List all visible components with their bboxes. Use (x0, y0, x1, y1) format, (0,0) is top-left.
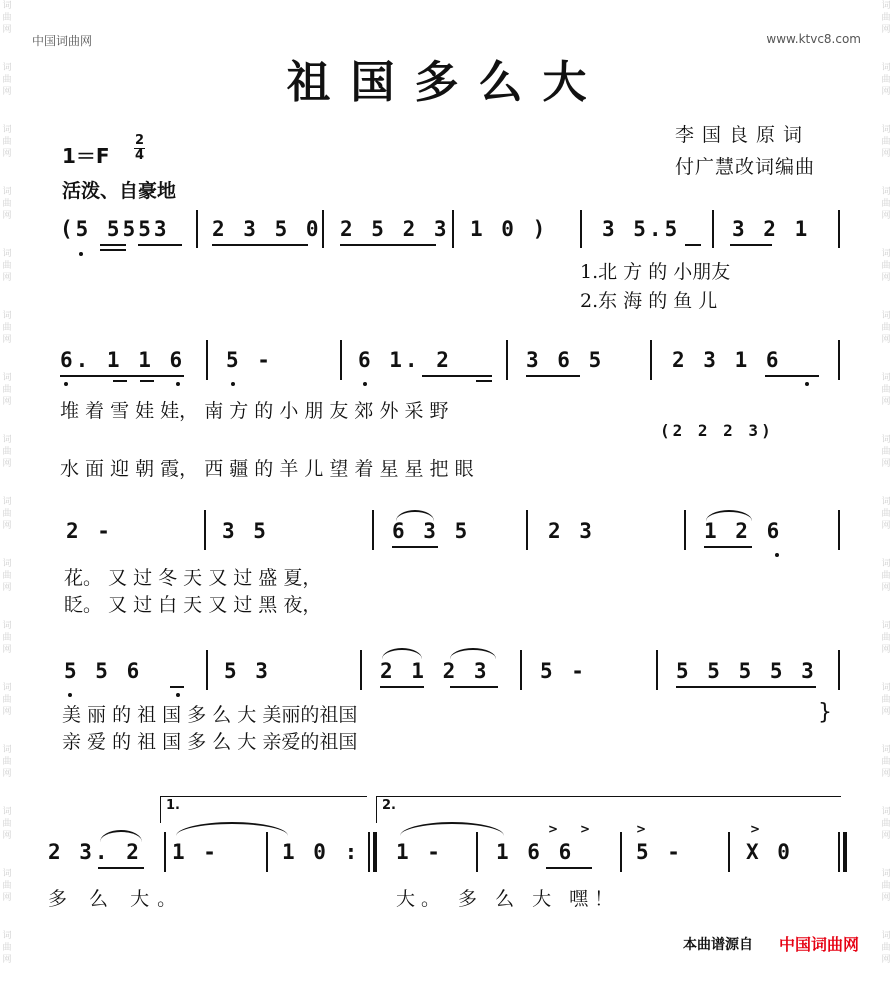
lyric-verse2: 亲 爱 的 祖 国 多 么 大 亲爱的祖国 (62, 731, 358, 753)
lyric-verse1: 堆 着 雪 娃 娃， 南 方 的 小 朋 友 郊 外 采 野 (60, 400, 449, 422)
watermark-char: 网 (2, 893, 12, 903)
barline (712, 210, 714, 248)
watermark-gap (879, 780, 893, 806)
watermark-char: 曲 (881, 757, 891, 767)
watermark-char: 网 (2, 831, 12, 841)
underline (730, 244, 772, 246)
watermark-char: 词 (2, 931, 12, 941)
watermark-char: 词 (2, 683, 12, 693)
accent: > (580, 822, 591, 836)
underline (704, 546, 752, 548)
time-signature (134, 134, 145, 163)
watermark-char: 曲 (2, 385, 12, 395)
watermark-char: 曲 (2, 261, 12, 271)
watermark-char: 网 (2, 459, 12, 469)
underline (422, 375, 492, 377)
low-dot (363, 382, 367, 386)
barline (656, 650, 658, 690)
measure: 6. 1 1 6 (60, 348, 186, 372)
barline (164, 832, 166, 872)
underline (526, 375, 580, 377)
measure: 5 - (226, 348, 273, 372)
watermark-gap (879, 222, 893, 248)
watermark-char: 网 (2, 397, 12, 407)
watermark-gap (879, 656, 893, 682)
measure: 1 - (396, 840, 443, 864)
watermark-char: 网 (881, 583, 891, 593)
song-title: 祖国多么大 (286, 57, 607, 108)
watermark-char: 曲 (881, 633, 891, 643)
watermark-gap (879, 842, 893, 868)
measure: 1 - (172, 840, 219, 864)
lyric-verse1: 1.北 方 的 小朋友 (580, 261, 731, 283)
barline (196, 210, 198, 248)
watermark-char: 网 (2, 87, 12, 97)
underline (170, 686, 184, 688)
watermark-char: 词 (881, 373, 891, 383)
watermark-char: 词 (881, 249, 891, 259)
watermark-char: 网 (881, 955, 891, 965)
watermark-char: 曲 (2, 323, 12, 333)
lyric-verse2: 眨。 又 过 白 天 又 过 黑 夜， (64, 594, 322, 616)
underline (765, 375, 819, 377)
measure: 1 6 6 (496, 840, 575, 864)
measure: 1 0 : (282, 840, 361, 864)
underline (676, 686, 816, 688)
barline (520, 650, 522, 690)
low-dot (64, 382, 68, 386)
site-url-right: www.ktvc8.com (766, 32, 861, 46)
lyric-verse1-ending: 大。 多 么 大 嘿！ (396, 888, 620, 910)
tie (400, 822, 504, 836)
measure: 1 0 ) (470, 217, 549, 241)
watermark-char: 词 (2, 435, 12, 445)
watermark-char: 曲 (881, 323, 891, 333)
watermark-char: 网 (881, 707, 891, 717)
underline (450, 686, 498, 688)
watermark-char: 词 (881, 807, 891, 817)
watermark-char: 词 (2, 807, 12, 817)
repeat-barline (373, 832, 377, 872)
final-barline (843, 832, 847, 872)
watermark-char: 网 (881, 273, 891, 283)
measure: 3 6 5 (526, 348, 605, 372)
watermark-char: 网 (881, 397, 891, 407)
underline (100, 249, 126, 251)
barline (452, 210, 454, 248)
watermark-char: 词 (881, 931, 891, 941)
watermark-gap (879, 532, 893, 558)
accent: > (636, 822, 647, 836)
watermark-char: 网 (2, 149, 12, 159)
watermark-char: 词 (881, 311, 891, 321)
watermark-char: 词 (2, 373, 12, 383)
watermark-left (0, 0, 14, 982)
watermark-char: 曲 (881, 447, 891, 457)
barline (650, 340, 652, 380)
watermark-char: 网 (881, 335, 891, 345)
watermark-char: 网 (881, 149, 891, 159)
low-dot (176, 693, 180, 697)
low-dot (176, 382, 180, 386)
watermark-char: 曲 (2, 881, 12, 891)
watermark-char: 词 (2, 497, 12, 507)
key-signature: 1＝F (62, 144, 110, 168)
slur (100, 830, 142, 842)
watermark-char: 词 (2, 249, 12, 259)
watermark-gap (0, 532, 14, 558)
measure: X 0 (746, 840, 793, 864)
watermark-char: 词 (2, 187, 12, 197)
watermark-gap (0, 160, 14, 186)
measure: 2 3 (548, 519, 595, 543)
measure: 6 3 5 (392, 519, 471, 543)
watermark-char: 词 (881, 621, 891, 631)
watermark-char: 网 (881, 769, 891, 779)
barline (266, 832, 268, 872)
tempo-marking: 活泼、自豪地 (62, 180, 177, 202)
underline (476, 380, 492, 382)
watermark-gap (0, 904, 14, 930)
measure: 3 5.5 (602, 217, 681, 241)
watermark-char: 曲 (881, 943, 891, 953)
watermark-char: 网 (2, 273, 12, 283)
underline (685, 244, 701, 246)
watermark-char: 词 (2, 1, 12, 11)
barline (360, 650, 362, 690)
watermark-char: 网 (881, 831, 891, 841)
watermark-gap (879, 408, 893, 434)
underline (340, 244, 436, 246)
low-dot (805, 382, 809, 386)
watermark-char: 曲 (881, 571, 891, 581)
measure: 5 5 5 5 3 (676, 659, 817, 683)
slur (450, 648, 496, 659)
barline (526, 510, 528, 550)
watermark-char: 曲 (2, 199, 12, 209)
watermark-char: 词 (881, 63, 891, 73)
barline (204, 510, 206, 550)
watermark-char: 曲 (881, 199, 891, 209)
volta-1-label: 1. (166, 798, 180, 813)
underline (138, 244, 182, 246)
watermark-char: 词 (881, 745, 891, 755)
watermark-char: 词 (2, 125, 12, 135)
watermark-gap (879, 966, 893, 982)
watermark-char: 网 (2, 707, 12, 717)
watermark-char: 曲 (881, 13, 891, 23)
volta-2-label: 2. (382, 798, 396, 813)
watermark-char: 曲 (2, 757, 12, 767)
barline (684, 510, 686, 550)
low-dot (68, 693, 72, 697)
watermark-char: 词 (2, 621, 12, 631)
watermark-gap (0, 284, 14, 310)
watermark-gap (0, 222, 14, 248)
watermark-char: 曲 (2, 633, 12, 643)
measure: 5 - (540, 659, 587, 683)
watermark-char: 曲 (881, 385, 891, 395)
watermark-char: 曲 (2, 75, 12, 85)
watermark-char: 网 (2, 769, 12, 779)
volta-2 (376, 796, 841, 823)
watermark-char: 网 (2, 645, 12, 655)
barline (838, 832, 840, 872)
measure: 3 5 (222, 519, 269, 543)
underline (113, 380, 127, 382)
composer-credit: 付广慧改词编曲 (675, 156, 816, 178)
watermark-char: 曲 (2, 447, 12, 457)
barline (506, 340, 508, 380)
watermark-char: 词 (2, 311, 12, 321)
watermark-char: 词 (881, 1, 891, 11)
underline (98, 867, 144, 869)
watermark-char: 曲 (881, 261, 891, 271)
measure: 2 3 5 0 (212, 217, 322, 241)
watermark-char: 曲 (2, 943, 12, 953)
source-label: 本曲谱源自 (683, 937, 753, 953)
watermark-gap (879, 346, 893, 372)
measure: 5 - (636, 840, 683, 864)
accent: > (750, 822, 761, 836)
watermark-char: 网 (2, 25, 12, 35)
underline (546, 867, 592, 869)
watermark-char: 网 (881, 87, 891, 97)
barline (580, 210, 582, 248)
tie (176, 822, 288, 836)
watermark-right (879, 0, 893, 982)
watermark-gap (879, 470, 893, 496)
watermark-char: 曲 (881, 695, 891, 705)
watermark-char: 词 (2, 559, 12, 569)
low-dot (231, 382, 235, 386)
watermark-char: 词 (881, 559, 891, 569)
watermark-char: 曲 (881, 137, 891, 147)
barline (206, 340, 208, 380)
watermark-char: 词 (881, 869, 891, 879)
low-dot (79, 252, 83, 256)
lyric-verse2: 水 面 迎 朝 霞， 西 疆 的 羊 儿 望 着 星 星 把 眼 (60, 458, 474, 480)
watermark-gap (0, 594, 14, 620)
watermark-char: 词 (881, 187, 891, 197)
watermark-gap (0, 780, 14, 806)
measure: 5 5 6 (64, 659, 143, 683)
time-top: 2 (135, 133, 145, 148)
measure: 2 1 2 3 (380, 659, 490, 683)
watermark-gap (879, 160, 893, 186)
watermark-gap (879, 904, 893, 930)
watermark-char: 曲 (881, 881, 891, 891)
underline (212, 244, 308, 246)
accent: > (548, 822, 559, 836)
lyric-verse2: 2.东 海 的 鱼 儿 (580, 290, 718, 312)
watermark-gap (0, 408, 14, 434)
underline (380, 686, 424, 688)
watermark-char: 网 (2, 211, 12, 221)
watermark-char: 词 (2, 869, 12, 879)
watermark-char: 曲 (2, 509, 12, 519)
barline (368, 832, 370, 872)
measure: 3 2 1 (732, 217, 811, 241)
watermark-char: 曲 (2, 137, 12, 147)
slur (706, 510, 752, 521)
watermark-char: 网 (881, 521, 891, 531)
barline (476, 832, 478, 872)
watermark-gap (879, 284, 893, 310)
watermark-char: 曲 (881, 75, 891, 85)
barline (372, 510, 374, 550)
barline (838, 650, 840, 690)
barline (838, 340, 840, 380)
watermark-char: 网 (2, 521, 12, 531)
barline (322, 210, 324, 248)
alt-notes: (2 2 2 3) (660, 421, 774, 440)
underline (60, 375, 184, 377)
underline (392, 546, 438, 548)
watermark-char: 词 (881, 683, 891, 693)
watermark-char: 词 (881, 497, 891, 507)
measure: 1 2 6 (704, 519, 783, 543)
watermark-char: 词 (881, 125, 891, 135)
barline (728, 832, 730, 872)
slur (396, 510, 434, 521)
measure: 6 1. 2 (358, 348, 452, 372)
measure: 2 - (66, 519, 113, 543)
measure: 2 3. 2 (48, 840, 142, 864)
watermark-gap (879, 718, 893, 744)
watermark-char: 网 (881, 459, 891, 469)
watermark-char: 词 (2, 63, 12, 73)
watermark-gap (0, 346, 14, 372)
brace: } (818, 700, 832, 725)
lyric-verse1: 多 么 大。 (48, 888, 185, 910)
watermark-gap (879, 594, 893, 620)
watermark-char: 曲 (2, 819, 12, 829)
volta-1 (160, 796, 367, 823)
lyric-verse1: 美 丽 的 祖 国 多 么 大 美丽的祖国 (62, 704, 358, 726)
slur (382, 648, 422, 659)
barline (838, 210, 840, 248)
watermark-gap (0, 656, 14, 682)
measure: 2 3 1 6 (672, 348, 782, 372)
watermark-char: 曲 (2, 695, 12, 705)
watermark-gap (0, 842, 14, 868)
barline (620, 832, 622, 872)
watermark-gap (0, 718, 14, 744)
low-dot (775, 553, 779, 557)
barline (340, 340, 342, 380)
time-bottom: 4 (135, 148, 145, 163)
watermark-char: 网 (881, 211, 891, 221)
barline (838, 510, 840, 550)
watermark-char: 网 (881, 645, 891, 655)
measure: (5 5553 (60, 217, 170, 241)
watermark-char: 曲 (2, 13, 12, 23)
watermark-char: 词 (2, 745, 12, 755)
measure: 2 5 2 3 (340, 217, 450, 241)
lyricist-credit: 李国良原词 (675, 124, 811, 146)
watermark-char: 网 (2, 955, 12, 965)
watermark-gap (0, 966, 14, 982)
watermark-char: 网 (881, 893, 891, 903)
watermark-gap (0, 470, 14, 496)
source-site-link[interactable]: 中国词曲网 (778, 935, 859, 954)
underline (100, 244, 126, 246)
watermark-char: 词 (881, 435, 891, 445)
watermark-char: 网 (881, 25, 891, 35)
watermark-char: 网 (2, 583, 12, 593)
lyric-verse1: 花。 又 过 冬 天 又 过 盛 夏， (64, 567, 322, 589)
watermark-char: 网 (2, 335, 12, 345)
measure: 5 3 (224, 659, 271, 683)
watermark-char: 曲 (881, 819, 891, 829)
watermark-char: 曲 (2, 571, 12, 581)
barline (206, 650, 208, 690)
watermark-char: 曲 (881, 509, 891, 519)
site-name-left: 中国词曲网 (32, 34, 93, 48)
underline (140, 380, 154, 382)
